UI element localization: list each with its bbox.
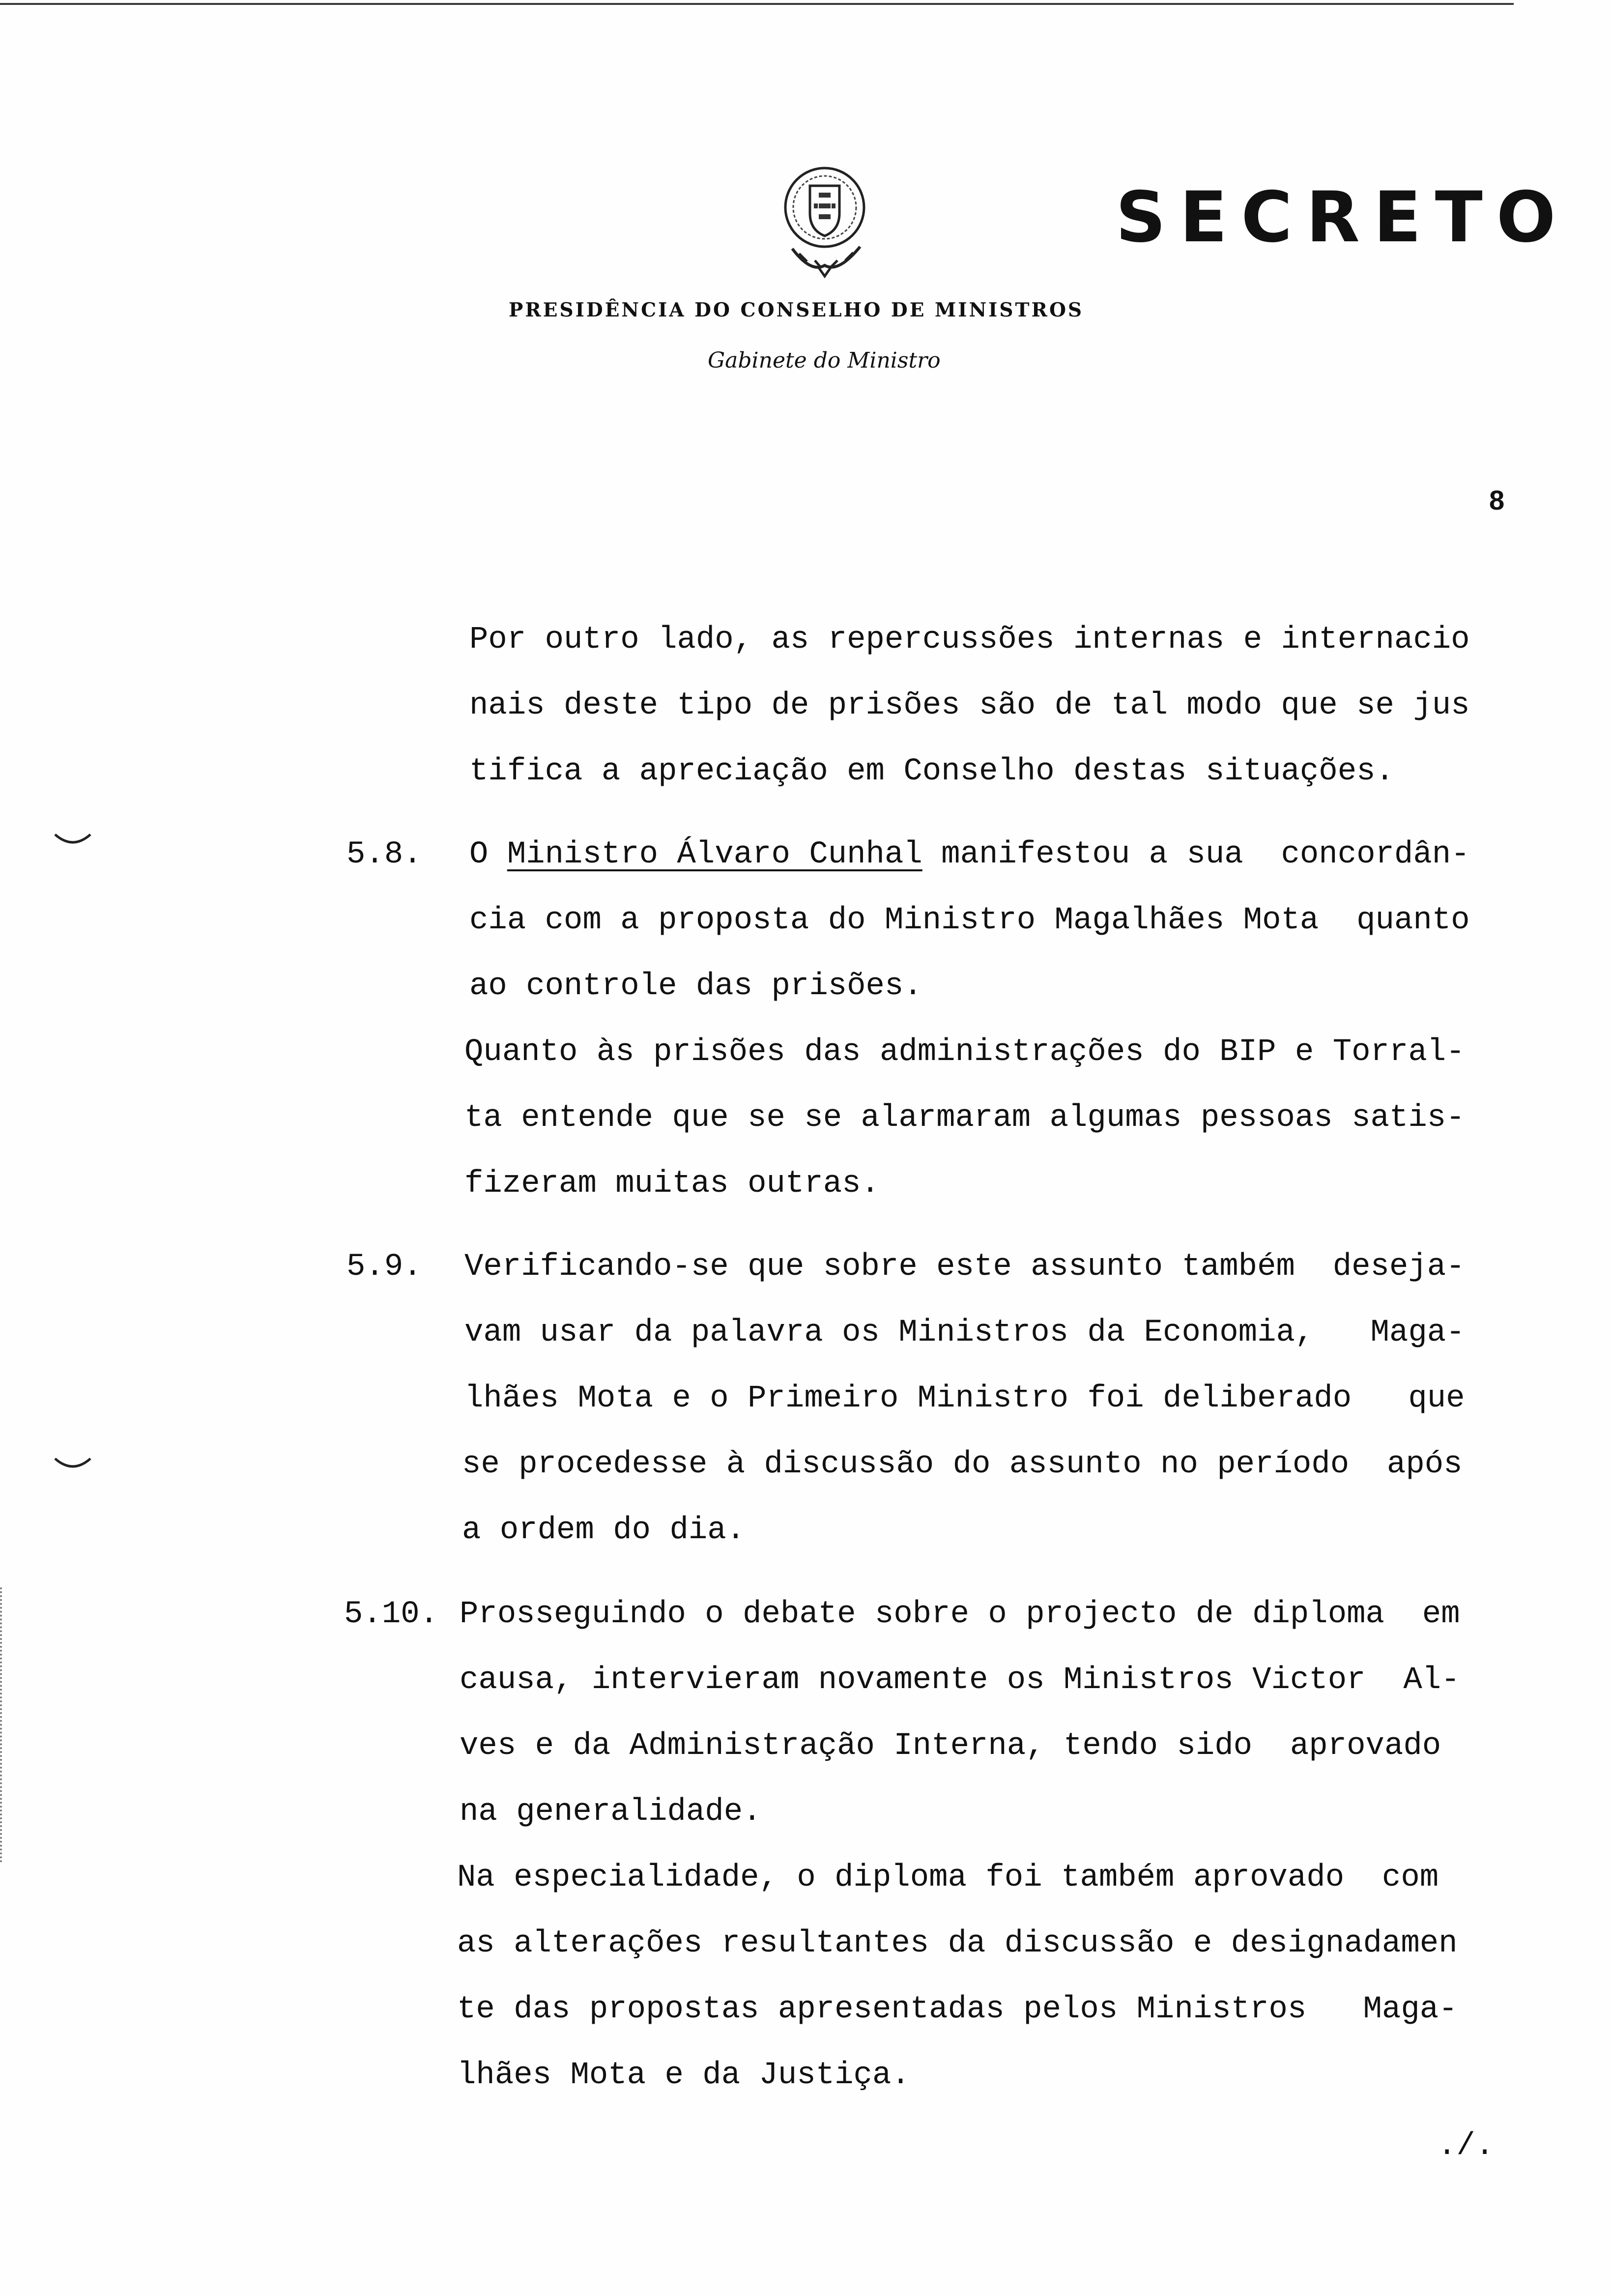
text-line: Prosseguindo o debate sobre o projecto de diploma em: [460, 1597, 1460, 1632]
text-line: Na especialidade, o diploma foi também aprovado com: [457, 1860, 1439, 1895]
text-line: lhães Mota e o Primeiro Ministro foi deliberado que: [464, 1381, 1465, 1416]
section-number: 5.9.: [346, 1249, 422, 1285]
text-line: lhães Mota e da Justiça.: [457, 2058, 910, 2093]
text-line: a ordem do dia.: [462, 1513, 746, 1548]
text-fragment: manifestou a sua concordân-: [922, 837, 1470, 872]
text-fragment: O: [469, 837, 507, 872]
text-line: vam usar da palavra os Ministros da Economia, Maga-: [464, 1315, 1465, 1350]
punch-hole-mark: [53, 831, 92, 850]
continuation-mark: ./.: [1438, 2128, 1495, 2164]
text-line: Quanto às prisões das administrações do BIP e Torral-: [464, 1034, 1465, 1070]
institution-name: PRESIDÊNCIA DO CONSELHO DE MINISTROS: [509, 299, 1084, 321]
text-line: Por outro lado, as repercussões internas e internacio: [469, 622, 1470, 658]
text-line: tifica a apreciação em Conselho destas situações.: [469, 754, 1394, 789]
punch-hole-mark: [53, 1455, 92, 1474]
text-line: ao controle das prisões.: [469, 969, 922, 1004]
section-number: 5.8.: [346, 837, 422, 872]
page-number: 8: [1489, 485, 1505, 516]
text-line: ves e da Administração Interna, tendo sido aprovado: [460, 1728, 1441, 1764]
text-line: causa, intervieram novamente os Ministros Victor Al-: [460, 1663, 1460, 1698]
text-line: cia com a proposta do Ministro Magalhães Mota quanto: [469, 903, 1470, 938]
section-number: 5.10.: [344, 1597, 439, 1632]
text-line: ta entende que se se alarmaram algumas pessoas satis-: [464, 1100, 1465, 1136]
coat-of-arms-icon: [767, 162, 890, 285]
text-line: [469, 839, 1470, 870]
top-border-line: [0, 3, 1514, 5]
text-line: Verificando-se que sobre este assunto também deseja-: [464, 1249, 1465, 1285]
text-line: se procedesse à discussão do assunto no período após: [462, 1447, 1463, 1482]
binding-perforation: [0, 1587, 5, 1863]
text-line: na generalidade.: [460, 1794, 762, 1830]
office-name: Gabinete do Ministro: [708, 348, 941, 373]
underlined-name: Ministro Álvaro Cunhal: [507, 837, 922, 872]
text-line: fizeram muitas outras.: [464, 1166, 880, 1202]
text-line: te das propostas apresentadas pelos Ministros Maga-: [457, 1992, 1458, 2027]
text-line: as alterações resultantes da discussão e designadamen: [457, 1926, 1458, 1961]
classification-stamp: SECRETO: [1116, 177, 1570, 258]
text-line: nais deste tipo de prisões são de tal modo que se jus: [469, 688, 1470, 723]
